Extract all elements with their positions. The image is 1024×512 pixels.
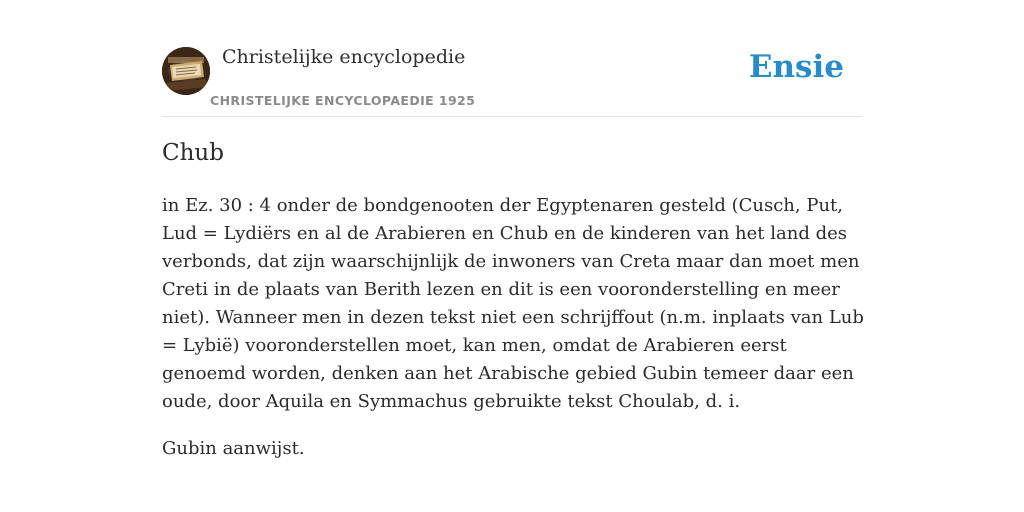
article-paragraph-2: Gubin aanwijst.	[162, 438, 305, 459]
site-name-link[interactable]: Christelijke encyclopedie	[222, 46, 466, 68]
article-paragraph-1: in Ez. 30 : 4 onder de bondgenooten der Egyptenaren gesteld (Cusch, Put, Lud = Lydiërs en al de Arabieren en Chub en de kinderen van het land des verbonds, dat zijn waarschijnlijk de inwoners van Creta maar dan moet men Creti in de plaats van Berith lezen en dit is een vooronderstelling en meer niet). Wanneer men in dezen tekst niet een schrijffout (n.m. inplaats van Lub = Lybië) vooronderstellen moet, kan men, omdat de Arabieren eerst genoemd worden, denken aan het Arabische gebied Gubin temeer daar een oude, door Aquila en Symmachus gebruikte tekst Choulab, d. i.	[162, 195, 864, 412]
encyclopedia-avatar[interactable]	[162, 47, 210, 95]
source-subtitle: CHRISTELIJKE ENCYCLOPAEDIE 1925	[210, 93, 476, 108]
article-card	[162, 0, 862, 512]
article-title: Chub	[162, 140, 224, 166]
ensie-logo-link[interactable]: Ensie	[748, 49, 844, 85]
article-header	[162, 0, 862, 117]
book-icon	[162, 47, 210, 95]
